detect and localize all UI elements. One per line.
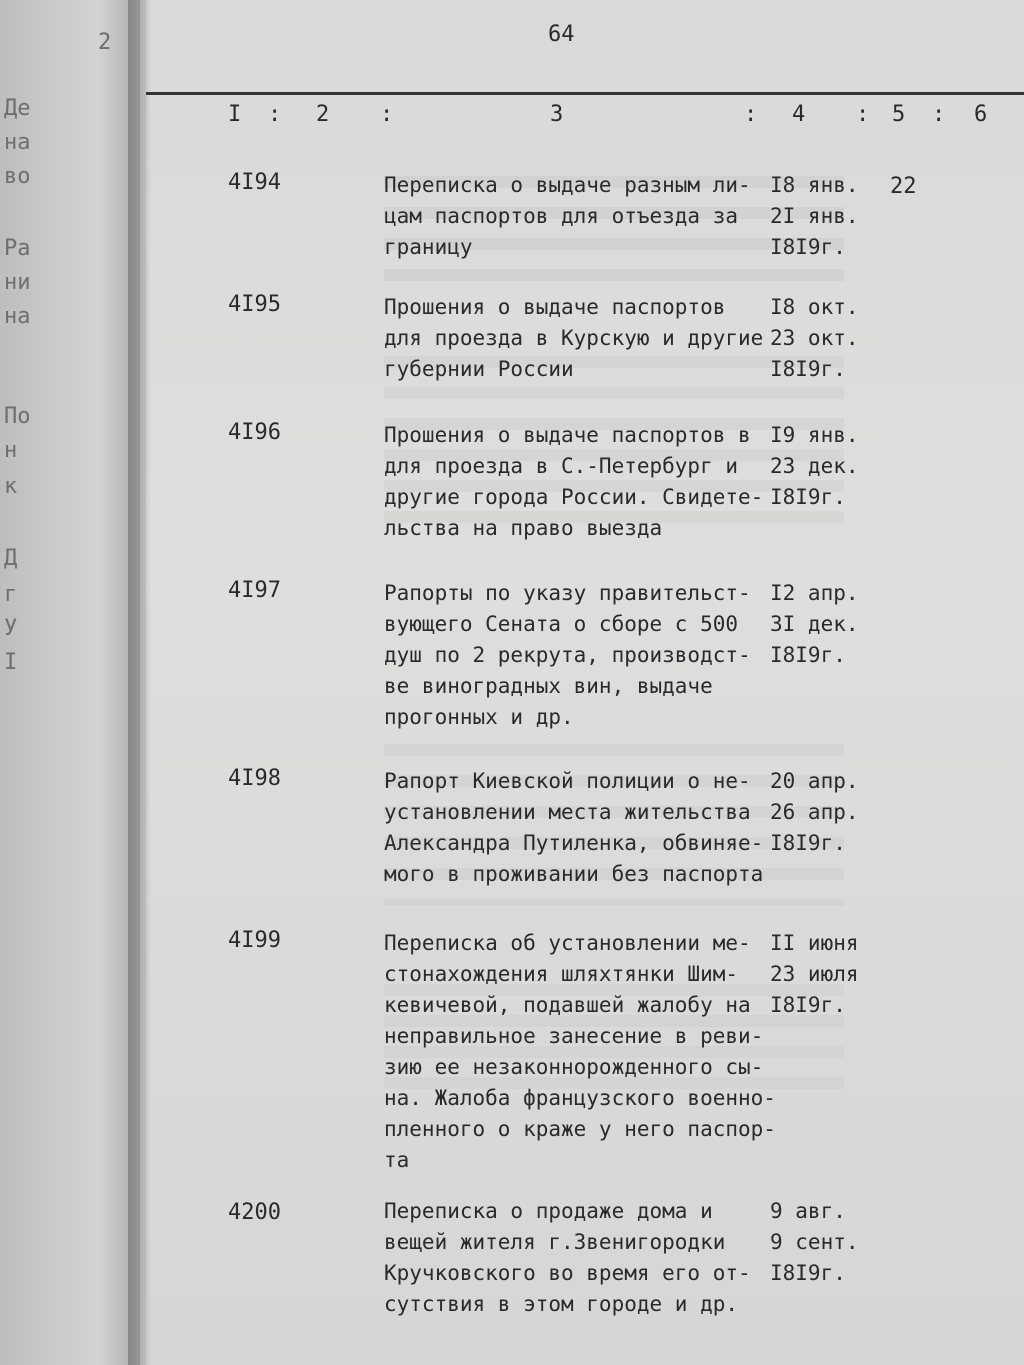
description-line: Рапорты по указу правительст- bbox=[384, 581, 751, 605]
description-line: на. Жалоба французского военно- bbox=[384, 1086, 776, 1110]
entry-description bbox=[384, 420, 774, 544]
description-line: душ по 2 рекрута, производст- bbox=[384, 643, 751, 667]
description-line: вующего Сената о сборе с 500 bbox=[384, 612, 739, 636]
description-line: для проезда в Курскую и другие bbox=[384, 326, 764, 350]
left-page-fragment: У bbox=[4, 616, 18, 641]
column-header-5: 5 bbox=[892, 102, 906, 127]
description-line: для проезда в С.-Петербург и bbox=[384, 454, 739, 478]
entry-number: 4I95 bbox=[228, 292, 281, 317]
description-line: Переписка о выдаче разным ли- bbox=[384, 173, 751, 197]
date-end: 2I янв. bbox=[770, 204, 859, 228]
entry-number: 4I99 bbox=[228, 928, 281, 953]
date-start: 9 авг. bbox=[770, 1199, 846, 1223]
book-spine-shadow bbox=[128, 0, 150, 1365]
entry-description bbox=[384, 1196, 774, 1320]
description-line: Александра Путиленка, обвиняе- bbox=[384, 831, 764, 855]
left-page-fragment: I bbox=[4, 650, 18, 675]
entry-number: 4I96 bbox=[228, 420, 281, 445]
description-line: прогонных и др. bbox=[384, 705, 574, 729]
date-year: I8I9г. bbox=[770, 993, 846, 1017]
description-line: Переписка о продаже дома и bbox=[384, 1199, 713, 1223]
description-line: та bbox=[384, 1148, 410, 1172]
date-start: II июня bbox=[770, 931, 859, 955]
description-line: цам паспортов для отъезда за bbox=[384, 204, 739, 228]
entry-description bbox=[384, 292, 774, 385]
date-end: 23 июля bbox=[770, 962, 859, 986]
entry-dates bbox=[770, 1196, 870, 1289]
description-line: губернии России bbox=[384, 357, 574, 381]
left-page-fragment: Де bbox=[4, 96, 31, 121]
description-line: Переписка об установлении ме- bbox=[384, 931, 751, 955]
date-end: 9 сент. bbox=[770, 1230, 859, 1254]
column-header-separator: : bbox=[856, 102, 870, 127]
entry-number: 4200 bbox=[228, 1200, 281, 1225]
left-page-fragment: По bbox=[4, 404, 31, 429]
date-start: I9 янв. bbox=[770, 423, 859, 447]
date-end: 3I дек. bbox=[770, 612, 859, 636]
date-start: I8 янв. bbox=[770, 173, 859, 197]
column-header-1: I bbox=[228, 102, 242, 127]
left-page-fragment: на bbox=[4, 304, 31, 329]
entry-description bbox=[384, 766, 774, 890]
entry-number: 4I97 bbox=[228, 578, 281, 603]
description-line: Прошения о выдаче паспортов в bbox=[384, 423, 751, 447]
entry-dates bbox=[770, 170, 870, 263]
left-page-fragment: Ра bbox=[4, 236, 31, 261]
date-start: I2 апр. bbox=[770, 581, 859, 605]
description-line: мого в проживании без паспорта bbox=[384, 862, 764, 886]
date-year: I8I9г. bbox=[770, 831, 846, 855]
entry-description bbox=[384, 170, 774, 263]
entry-number: 4I94 bbox=[228, 170, 281, 195]
description-line: пленного о краже у него паспор- bbox=[384, 1117, 776, 1141]
column-header-separator: : bbox=[268, 102, 282, 127]
column-header-separator: : bbox=[380, 102, 394, 127]
entry-dates bbox=[770, 928, 870, 1021]
description-line: границу bbox=[384, 235, 473, 259]
entry-dates bbox=[770, 578, 870, 671]
entry-description bbox=[384, 928, 774, 1176]
left-page-fragment: г bbox=[4, 582, 18, 607]
left-page-fragment: 2 bbox=[98, 30, 112, 55]
left-page-edge bbox=[0, 0, 140, 1365]
entry-description bbox=[384, 578, 774, 733]
date-year: I8I9г. bbox=[770, 485, 846, 509]
header-rule bbox=[146, 92, 1024, 95]
description-line: неправильное занесение в реви- bbox=[384, 1024, 764, 1048]
date-year: I8I9г. bbox=[770, 1261, 846, 1285]
column-header-6: 6 bbox=[974, 102, 988, 127]
column-header-2: 2 bbox=[316, 102, 330, 127]
description-line: вещей жителя г.Звенигородки bbox=[384, 1230, 726, 1254]
left-page-fragment: к bbox=[4, 474, 18, 499]
entry-dates bbox=[770, 766, 870, 859]
description-line: стонахождения шляхтянки Шим- bbox=[384, 962, 739, 986]
date-start: 20 апр. bbox=[770, 769, 859, 793]
column-header-3: 3 bbox=[550, 102, 564, 127]
description-line: Рапорт Киевской полиции о не- bbox=[384, 769, 751, 793]
left-page-fragment: н bbox=[4, 438, 18, 463]
date-start: I8 окт. bbox=[770, 295, 859, 319]
description-line: сутствия в этом городе и др. bbox=[384, 1292, 739, 1316]
left-page-fragment: во bbox=[4, 164, 31, 189]
left-page-fragment: ни bbox=[4, 270, 31, 295]
column-header-4: 4 bbox=[792, 102, 806, 127]
column-header-separator: : bbox=[932, 102, 946, 127]
left-page-fragment: на bbox=[4, 130, 31, 155]
description-line: установлении места жительства bbox=[384, 800, 751, 824]
left-page-fragment: Д bbox=[4, 546, 18, 571]
entry-dates bbox=[770, 420, 870, 513]
description-line: ве виноградных вин, выдаче bbox=[384, 674, 713, 698]
entry-dates bbox=[770, 292, 870, 385]
date-end: 23 дек. bbox=[770, 454, 859, 478]
description-line: кевичевой, подавшей жалобу на bbox=[384, 993, 751, 1017]
entry-number: 4I98 bbox=[228, 766, 281, 791]
description-line: льства на право выезда bbox=[384, 516, 663, 540]
date-end: 26 апр. bbox=[770, 800, 859, 824]
description-line: зию ее незаконнорожденного сы- bbox=[384, 1055, 764, 1079]
page-number: 64 bbox=[548, 22, 575, 47]
description-line: другие города России. Свидете- bbox=[384, 485, 764, 509]
date-year: I8I9г. bbox=[770, 643, 846, 667]
entry-sheet-count: 22 bbox=[890, 174, 917, 199]
date-end: 23 окт. bbox=[770, 326, 859, 350]
description-line: Прошения о выдаче паспортов bbox=[384, 295, 726, 319]
column-header-separator: : bbox=[744, 102, 758, 127]
date-year: I8I9г. bbox=[770, 357, 846, 381]
description-line: Кручковского во время его от- bbox=[384, 1261, 751, 1285]
date-year: I8I9г. bbox=[770, 235, 846, 259]
